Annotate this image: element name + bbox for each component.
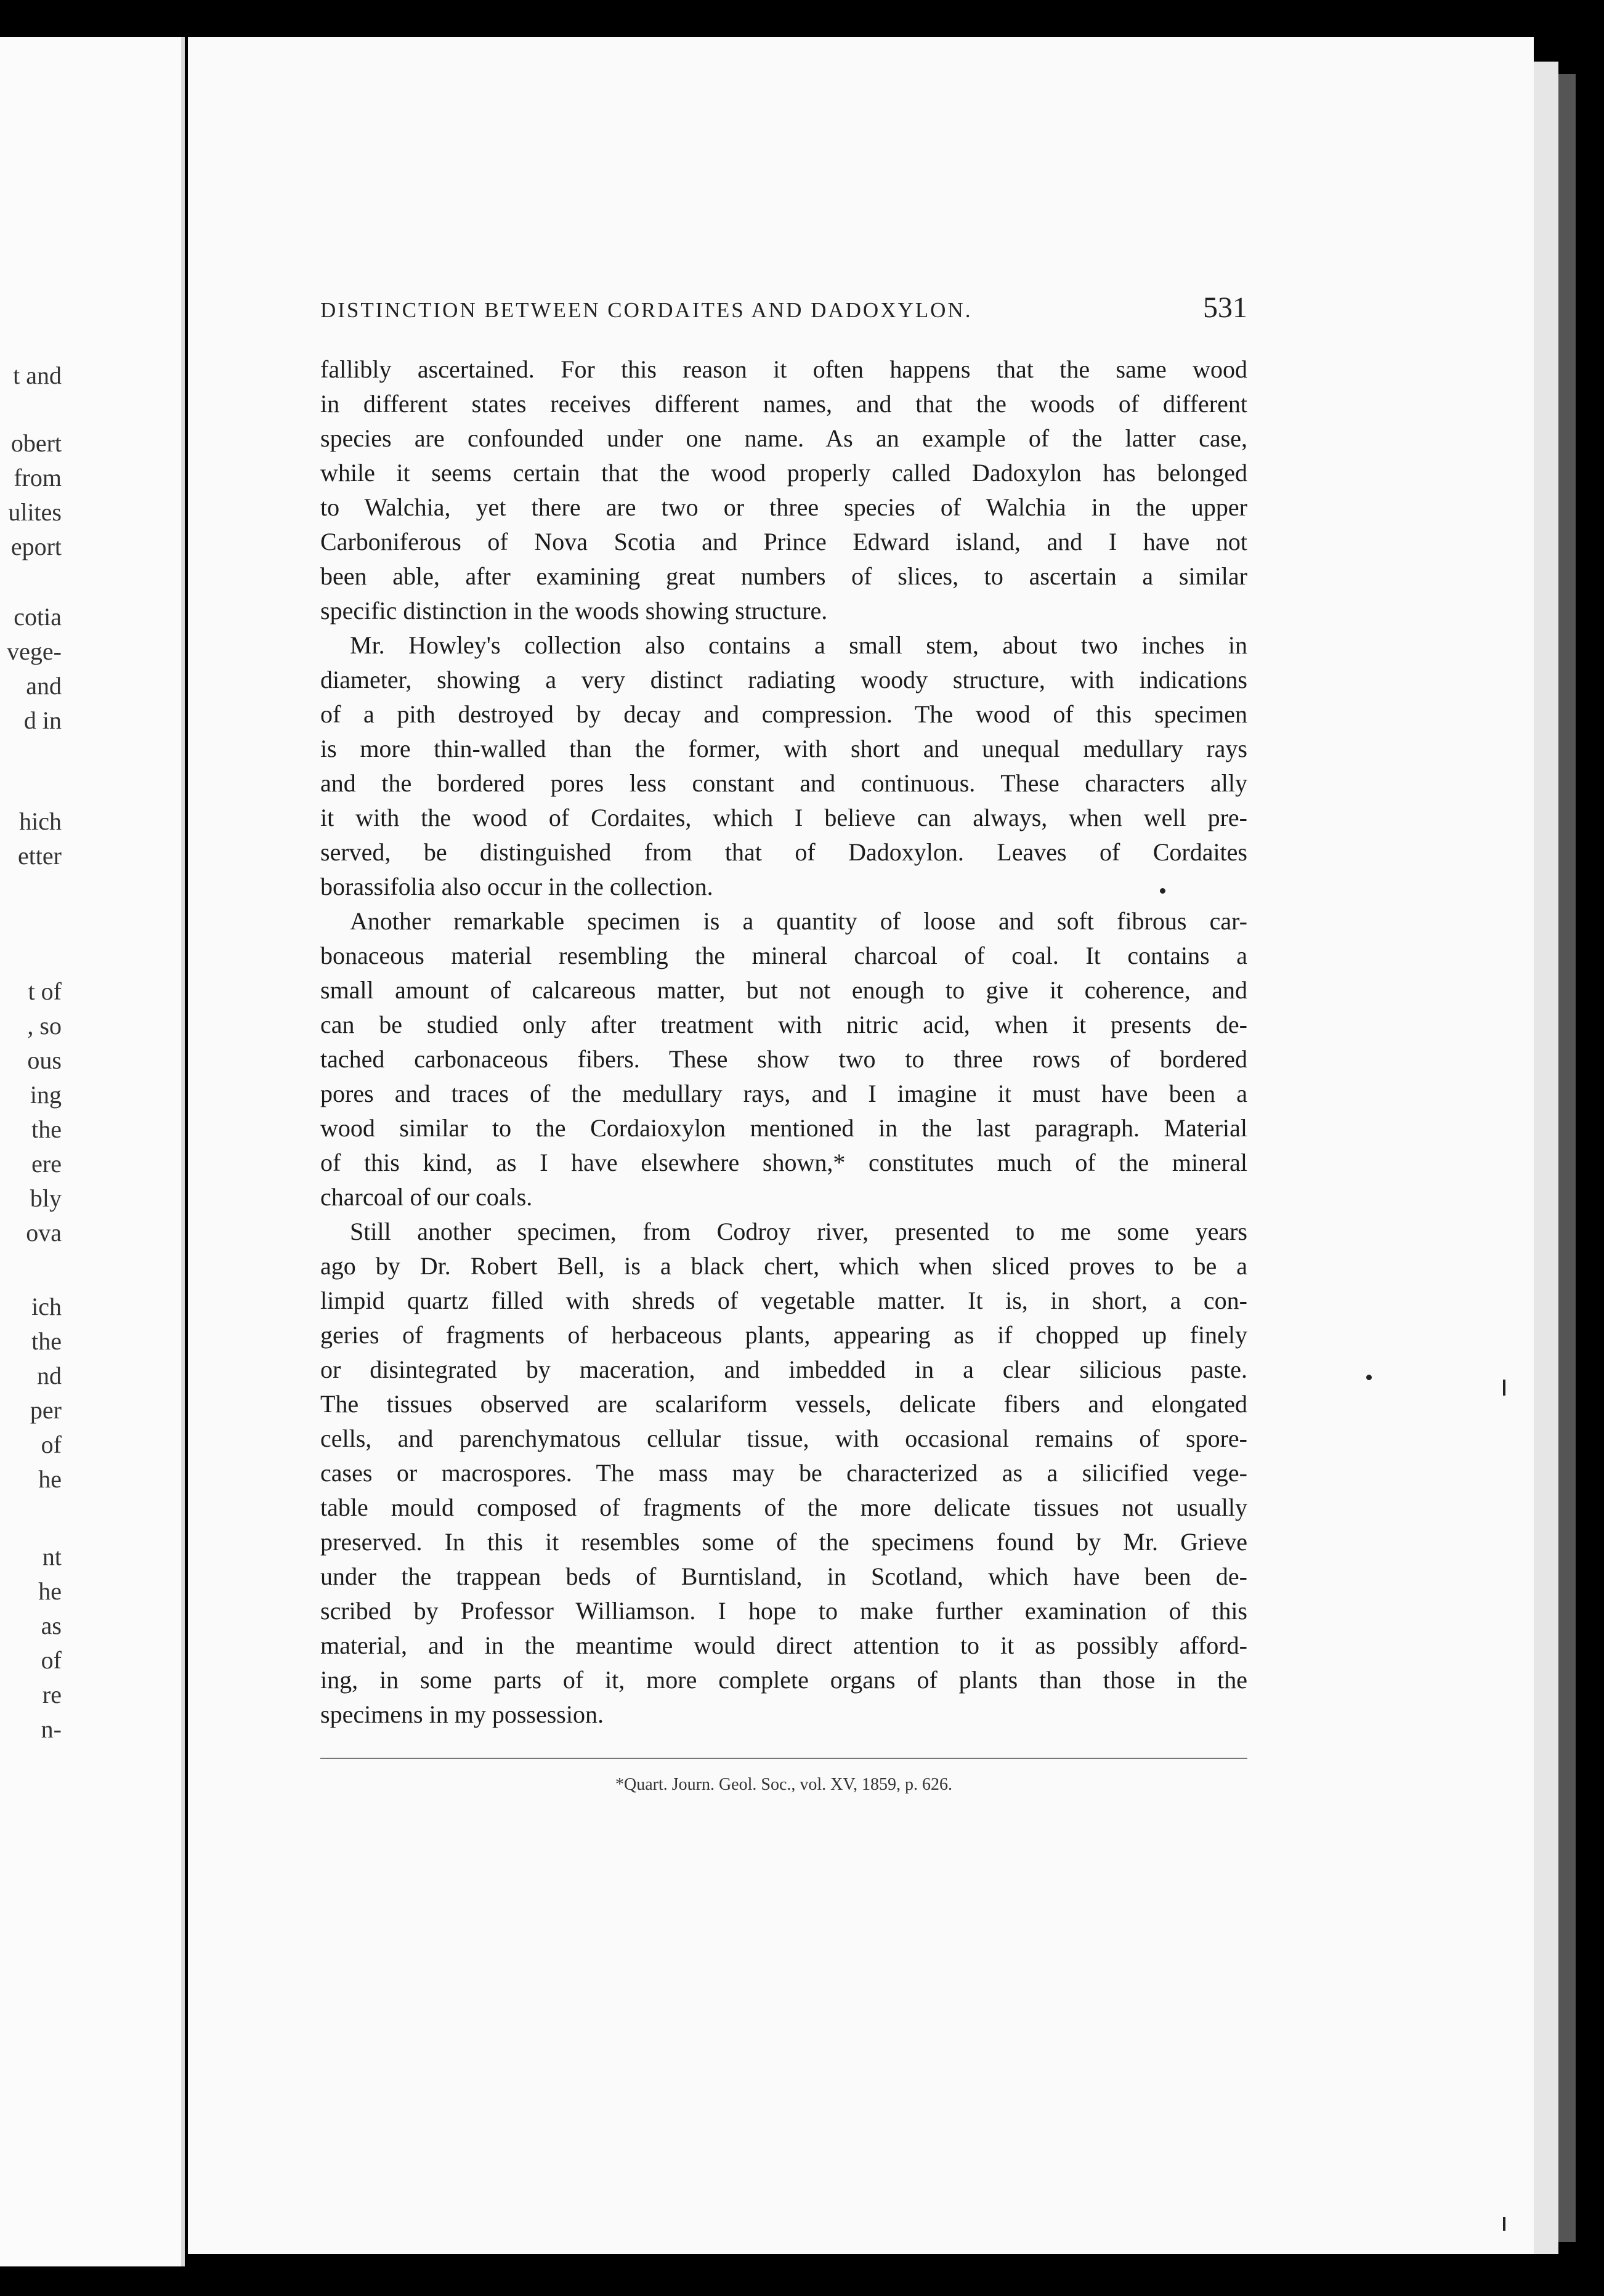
- facing-page-fragment: d in: [23, 706, 62, 734]
- facing-page-fragment: re: [42, 1681, 62, 1708]
- text-line: geries of fragments of herbaceous plants, appearing as if chopped up finely: [320, 1321, 1247, 1349]
- text-line: to Walchia, yet there are two or three species of Walchia in the upper: [320, 493, 1247, 521]
- paragraph: [320, 904, 1247, 1215]
- facing-page-fragment: nd: [37, 1362, 62, 1389]
- facing-page-fragment: from: [14, 464, 62, 491]
- text-line: served, be distinguished from that of Dadoxylon. Leaves of Cordaites: [320, 838, 1247, 866]
- text-line: ago by Dr. Robert Bell, is a black chert, which when sliced proves to be a: [320, 1252, 1247, 1280]
- facing-page-fragment: cotia: [14, 603, 62, 631]
- facing-page-fragment: the: [31, 1115, 62, 1143]
- text-line: ing, in some parts of it, more complete organs of plants than those in the: [320, 1666, 1247, 1694]
- text-line: limpid quartz filled with shreds of vegetable matter. It is, in short, a con-: [320, 1287, 1247, 1314]
- facing-page-fragment: vege-: [7, 637, 62, 665]
- facing-page-fragment: he: [38, 1465, 62, 1493]
- print-speck: [1366, 1375, 1372, 1380]
- text-line: specific distinction in the woods showing structure.: [320, 597, 828, 625]
- text-line: and the bordered pores less constant and continuous. These characters ally: [320, 769, 1247, 797]
- text-line: Another remarkable specimen is a quantity of loose and soft fibrous car-: [350, 907, 1247, 935]
- text-line: while it seems certain that the wood properly called Dadoxylon has belonged: [320, 459, 1247, 487]
- facing-page-fragment: ous: [27, 1046, 62, 1074]
- text-line: specimens in my possession.: [320, 1700, 604, 1728]
- facing-page-fragment: the: [31, 1327, 62, 1355]
- facing-page-fragment: bly: [30, 1184, 62, 1212]
- facing-page-fragment: t and: [13, 362, 62, 389]
- facing-page-fragment: ova: [26, 1219, 62, 1247]
- scan-mark: [1503, 1380, 1505, 1396]
- page-edge: [1534, 62, 1558, 2254]
- text-line: small amount of calcareous matter, but not enough to give it coherence, and: [320, 976, 1247, 1004]
- text-line: pores and traces of the medullary rays, and I imagine it must have been a: [320, 1080, 1247, 1107]
- text-line: or disintegrated by maceration, and imbedded in a clear silicious paste.: [320, 1356, 1247, 1383]
- text-line: Carboniferous of Nova Scotia and Prince Edward island, and I have not: [320, 528, 1247, 556]
- text-line: Still another specimen, from Codroy river, presented to me some years: [350, 1218, 1247, 1245]
- text-line: bonaceous material resembling the mineral charcoal of coal. It contains a: [320, 942, 1247, 969]
- text-line: of this kind, as I have elsewhere shown,* constitutes much of the mineral: [320, 1149, 1247, 1176]
- body-text: [320, 352, 1247, 1732]
- facing-page-fragment: , so: [27, 1012, 62, 1040]
- facing-page-fragment: ing: [30, 1081, 62, 1109]
- book-edge-shadow: [1558, 74, 1576, 2242]
- text-line: can be studied only after treatment with nitric acid, when it presents de-: [320, 1011, 1247, 1038]
- text-line: species are confounded under one name. As an example of the latter case,: [320, 424, 1247, 452]
- text-line: The tissues observed are scalariform vessels, delicate fibers and elongated: [320, 1390, 1247, 1418]
- text-line: in different states receives different names, and that the woods of different: [320, 390, 1247, 418]
- facing-page-fragment: of: [41, 1431, 62, 1458]
- text-line: cells, and parenchymatous cellular tissue, with occasional remains of spore-: [320, 1425, 1247, 1452]
- facing-page-fragment: he: [38, 1577, 62, 1605]
- text-line: scribed by Professor Williamson. I hope to make further examination of this: [320, 1597, 1247, 1625]
- facing-page-fragment: etter: [17, 842, 62, 870]
- text-line: charcoal of our coals.: [320, 1183, 533, 1211]
- text-line: under the trappean beds of Burntisland, in Scotland, which have been de-: [320, 1562, 1247, 1590]
- page-number: 531: [1203, 291, 1247, 324]
- gutter-seam: [181, 37, 185, 2266]
- text-line: borassifolia also occur in the collection.: [320, 873, 713, 900]
- text-line: preserved. In this it resembles some of the specimens found by Mr. Grieve: [320, 1528, 1247, 1556]
- text-line: of a pith destroyed by decay and compression. The wood of this specimen: [320, 700, 1247, 728]
- facing-page-fragment: n-: [41, 1715, 62, 1743]
- paragraph: [320, 352, 1247, 628]
- print-speck: [1160, 888, 1165, 894]
- paragraph: [320, 628, 1247, 904]
- facing-page-fragment: obert: [10, 429, 62, 457]
- text-line: Mr. Howley's collection also contains a small stem, about two inches in: [350, 631, 1247, 659]
- facing-page-fragment: t of: [28, 977, 62, 1005]
- text-line: table mould composed of fragments of the more delicate tissues not usually: [320, 1494, 1247, 1521]
- running-head: DISTINCTION BETWEEN CORDAITES AND DADOXYLON.: [320, 298, 973, 322]
- facing-page-fragment: eport: [10, 533, 62, 560]
- text-line: tached carbonaceous fibers. These show two to three rows of bordered: [320, 1045, 1247, 1073]
- text-line: cases or macrospores. The mass may be characterized as a silicified vege-: [320, 1459, 1247, 1487]
- text-line: been able, after examining great numbers of slices, to ascertain a similar: [320, 562, 1247, 590]
- facing-page-fragment: ere: [31, 1150, 62, 1178]
- facing-page-fragment: as: [41, 1612, 62, 1639]
- footnote: *Quart. Journ. Geol. Soc., vol. XV, 1859, p. 626.: [615, 1775, 952, 1794]
- text-line: is more thin-walled than the former, with short and unequal medullary rays: [320, 735, 1247, 762]
- paragraph: [320, 1215, 1247, 1732]
- text-line: it with the wood of Cordaites, which I believe can always, when well pre-: [320, 804, 1247, 831]
- facing-page-fragment: hich: [19, 807, 62, 835]
- facing-page-fragment: ich: [31, 1293, 62, 1320]
- facing-page-fragment: of: [41, 1646, 62, 1674]
- facing-page-fragment: nt: [42, 1543, 62, 1570]
- footnote-rule: [320, 1758, 1247, 1759]
- text-line: wood similar to the Cordaioxylon mentioned in the last paragraph. Material: [320, 1114, 1247, 1142]
- text-line: diameter, showing a very distinct radiating woody structure, with indications: [320, 666, 1247, 693]
- scan-mark: [1503, 2217, 1505, 2231]
- text-line: material, and in the meantime would direct attention to it as possibly afford-: [320, 1631, 1247, 1659]
- facing-page-fragment: and: [26, 672, 62, 700]
- facing-page-fragment: ulites: [8, 498, 62, 526]
- text-line: fallibly ascertained. For this reason it often happens that the same wood: [320, 355, 1247, 383]
- facing-page-fragment: per: [30, 1396, 62, 1424]
